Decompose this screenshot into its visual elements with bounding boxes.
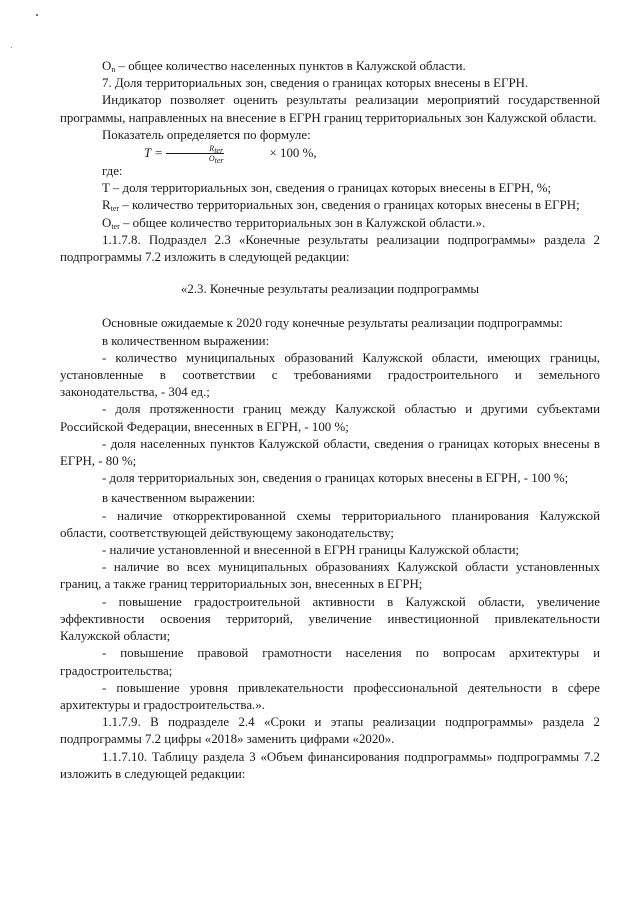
paragraph: - повышение уровня привлекательности профессиональной деятельности в сфере архитектуры и градостроительства.». — [60, 680, 600, 712]
paragraph: - наличие установленной и внесенной в ЕГРН границы Калужской области; — [102, 543, 520, 558]
paragraph: в качественном выражении: — [102, 491, 256, 506]
variable-subscript: n — [111, 65, 116, 74]
formula-rhs: × 100 %, — [269, 145, 317, 160]
paragraph — [60, 215, 600, 232]
paragraph: - повышение градостроительной активности в Калужской области, увеличение эффективности освоения территорий, увеличение инвестиционной привлекательности Калужской области; — [60, 594, 600, 644]
paragraph: в количественном выражении: — [102, 333, 270, 348]
paragraph — [60, 144, 600, 166]
variable-symbol: O — [102, 215, 112, 230]
paragraph: - наличие во всех муниципальных образованиях Калужской области установленных границ, а также границ территориальных зон, внесенных в ЕГРН; — [60, 560, 600, 592]
denominator-symbol: O — [208, 154, 215, 164]
paragraph: - наличие откорректированной схемы территориального планирования Калужской области, соответствующей действующему законодательству; — [60, 508, 600, 540]
paragraph: - количество муниципальных образований Калужской области, имеющих границы, установленные в соответствии с требованиями градостроительного и земельного законодательства, - 304 ед.; — [60, 350, 600, 400]
paragraph: где: — [102, 164, 123, 179]
formula — [102, 144, 317, 166]
variable-symbol: O — [102, 59, 112, 73]
scan-speck — [11, 47, 12, 48]
paragraph-text: – общее количество населенных пунктов в Калужской области. — [115, 59, 466, 73]
paragraph: - доля территориальных зон, сведения о границах которых внесены в ЕГРН, - 100 %; — [102, 471, 569, 486]
paragraph — [60, 58, 600, 75]
variable-subscript: ter — [111, 221, 120, 231]
numerator-subscript: ter — [214, 146, 224, 156]
variable-symbol: R — [102, 198, 111, 213]
paragraph: 1.1.7.8. Подраздел 2.3 «Конечные результаты реализации подпрограммы» раздела 2 подпрограммы 7.2 изложить в следующей редакции: — [60, 232, 600, 265]
paragraph: 1.1.7.10. Таблицу раздела 3 «Объем финансирования подпрограммы» подпрограммы 7.2 изложить в следующей редакции: — [60, 749, 600, 781]
numerator-symbol: R — [209, 144, 215, 154]
paragraph: Показатель определяется по формуле: — [102, 127, 311, 142]
variable-subscript: ter — [110, 204, 120, 214]
paragraph: 1.1.7.9. В подразделе 2.4 «Сроки и этапы реализации подпрограммы» раздела 2 подпрограммы 7.2 цифры «2018» заменить цифрами «2020». — [60, 715, 600, 747]
document-body — [60, 58, 600, 783]
formula-lhs: T = — [144, 145, 163, 160]
formula-fraction — [166, 144, 225, 166]
fraction-numerator — [166, 144, 224, 154]
paragraph-text: – количество территориальных зон, сведения о границах которых внесены в ЕГРН; — [119, 198, 580, 213]
paragraph: Основные ожидаемые к 2020 году конечные результаты реализации подпрограммы: — [102, 316, 563, 331]
paragraph: - повышение правовой грамотности населения по вопросам архитектуры и градостроительства; — [60, 646, 600, 678]
scan-speck — [36, 14, 38, 16]
denominator-subscript: ter — [214, 156, 224, 166]
paragraph: Индикатор позволяет оценить результаты реализации мероприятий государственной программы, направленных на внесение в ЕГРН границ территориальных зон Калужской области. — [60, 93, 600, 125]
section-heading: «2.3. Конечные результаты реализации подпрограммы — [180, 282, 480, 297]
paragraph: - доля населенных пунктов Калужской области, сведения о границах которых внесены в ЕГРН, - 80 %; — [60, 436, 600, 469]
paragraph: T – доля территориальных зон, сведения о границах которых внесены в ЕГРН, %; — [102, 181, 552, 196]
paragraph — [60, 197, 600, 214]
fraction-denominator — [166, 154, 225, 166]
paragraph-text: – общее количество территориальных зон в Калужской области.». — [119, 215, 486, 230]
paragraph: - доля протяженности границ между Калужской областью и другими субъектами Российской Федерации, внесенных в ЕГРН, - 100 %; — [60, 402, 600, 434]
paragraph: 7. Доля территориальных зон, сведения о границах которых внесены в ЕГРН. — [102, 76, 529, 91]
